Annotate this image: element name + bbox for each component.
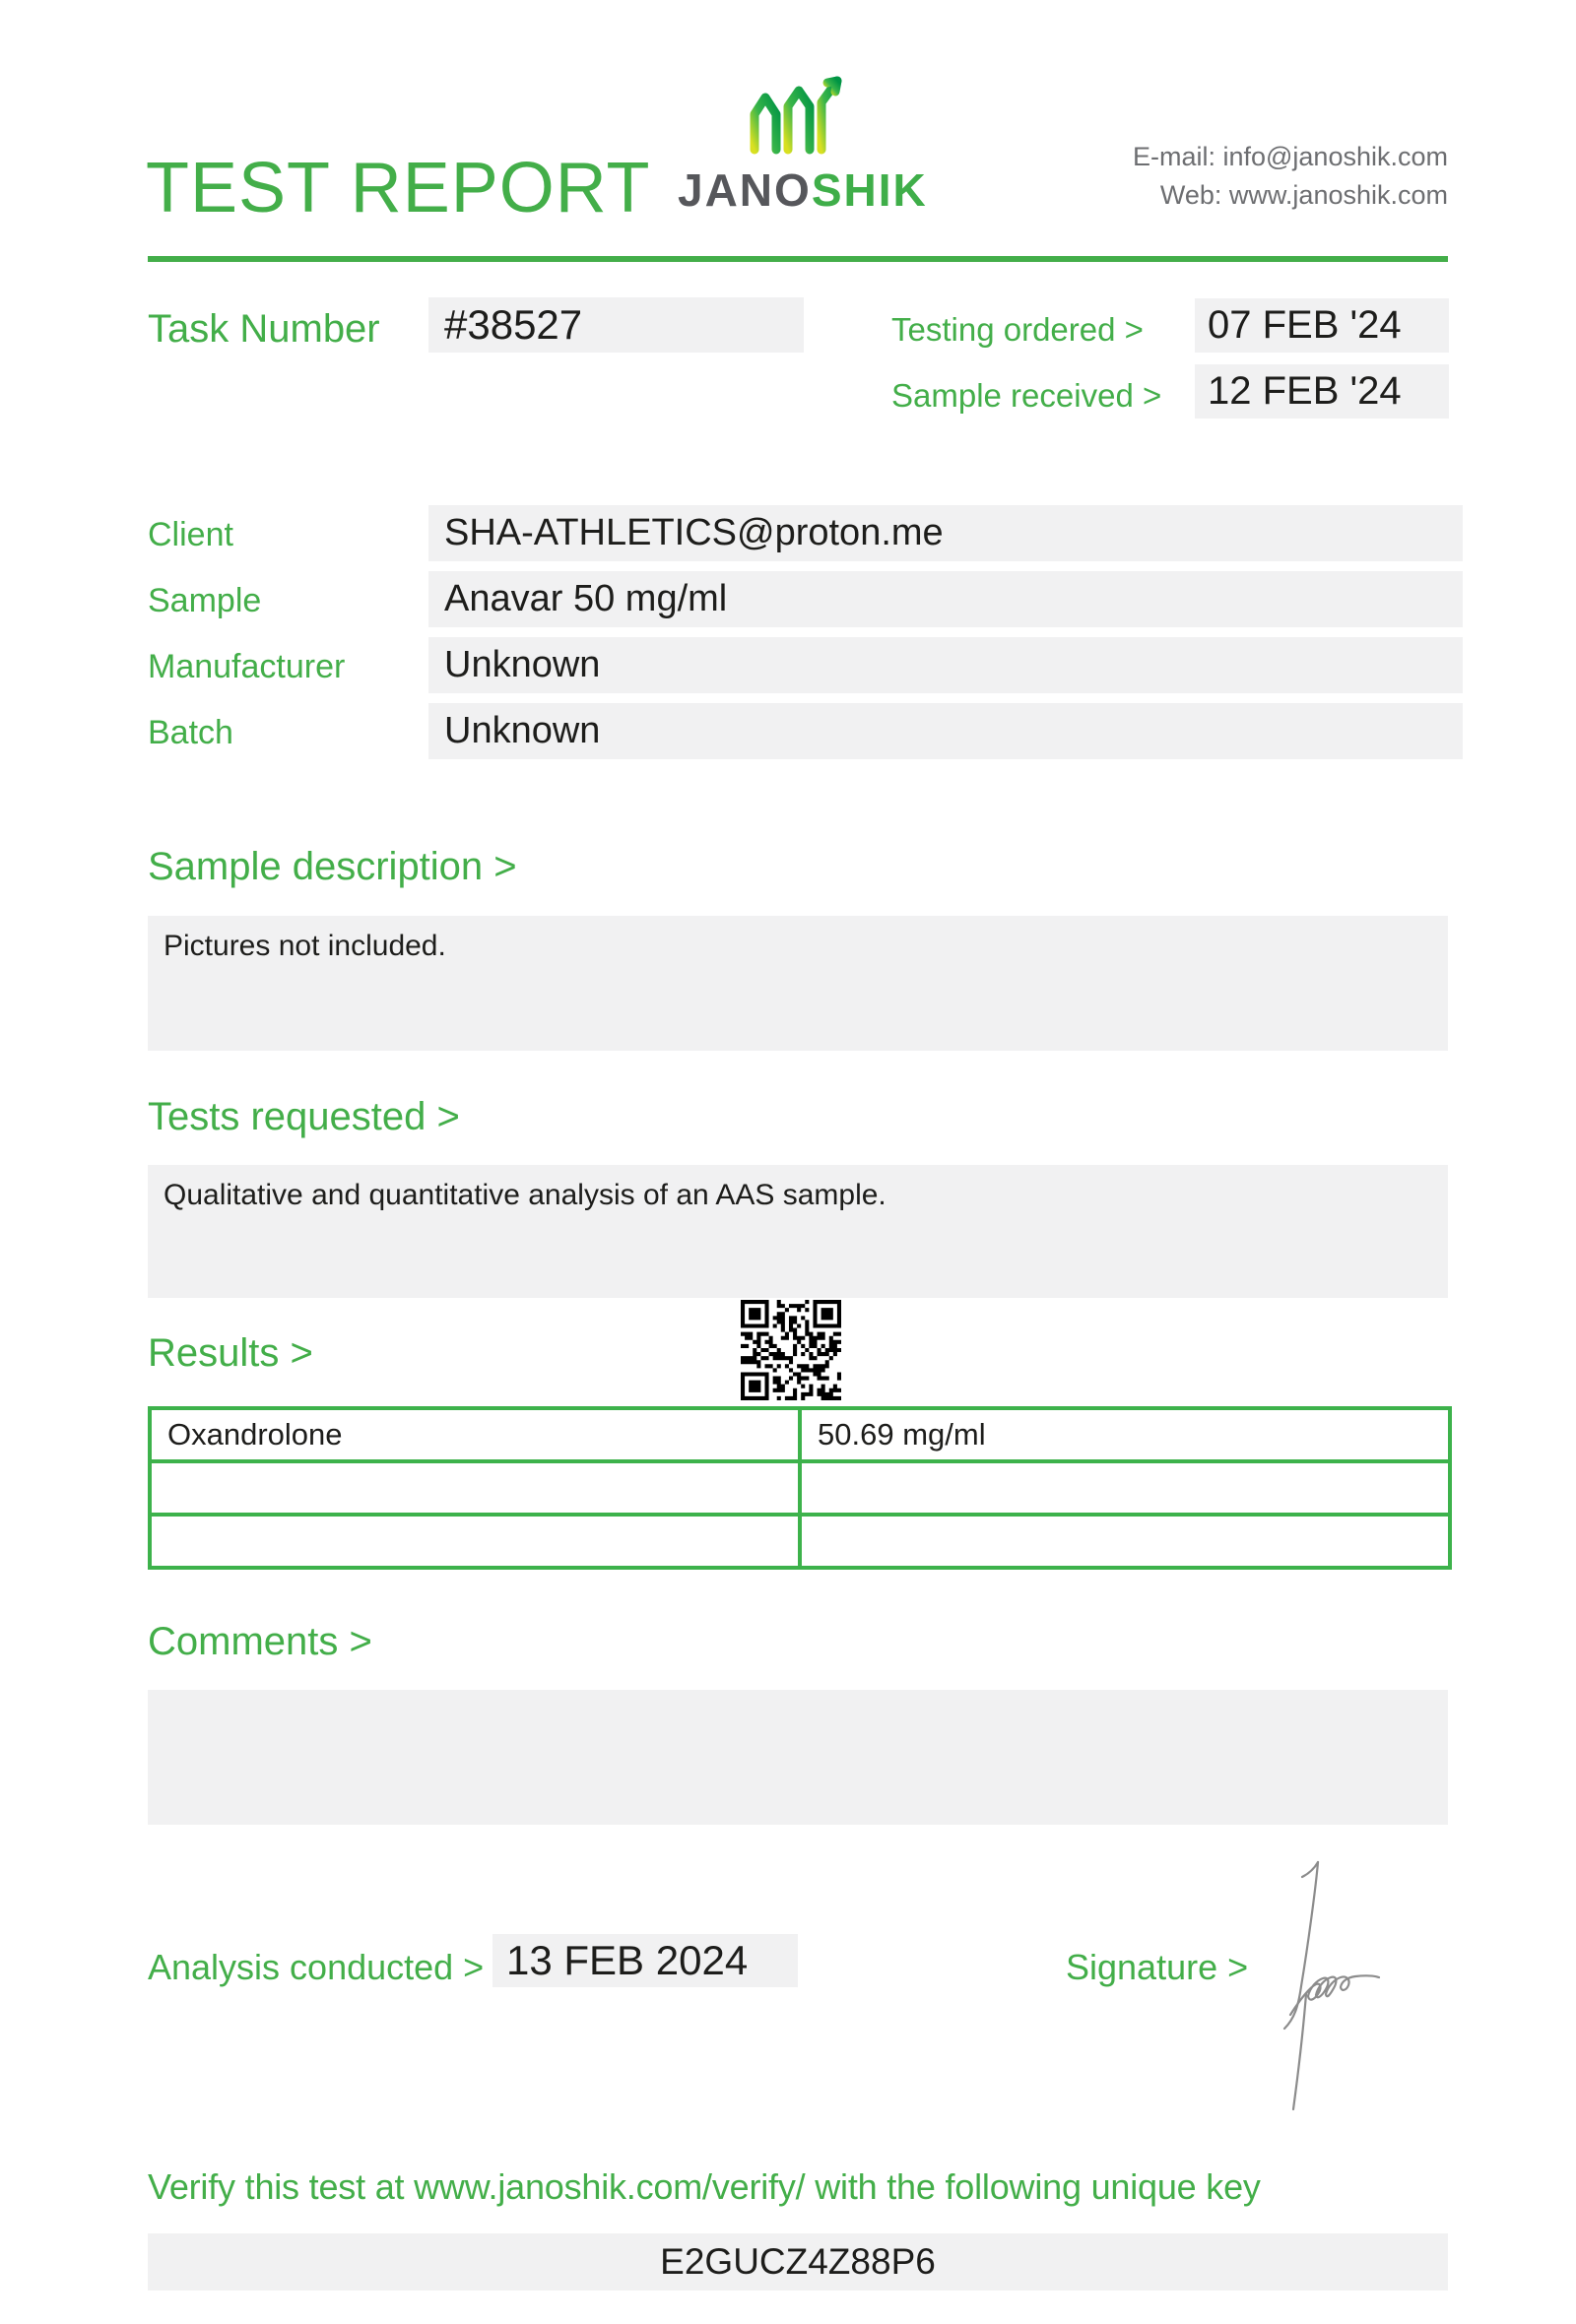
- result-cell-amount: 50.69 mg/ml: [800, 1408, 1450, 1461]
- verify-text: Verify this test at www.janoshik.com/verify/ with the following unique key: [148, 2166, 1261, 2207]
- verify-key: E2GUCZ4Z88P6: [660, 2241, 936, 2282]
- sample-received-value: 12 FEB '24: [1195, 364, 1449, 419]
- task-number-value: #38527: [428, 297, 804, 353]
- task-number-label: Task Number: [148, 307, 380, 351]
- email-line: E-mail: info@janoshik.com: [1132, 142, 1448, 171]
- result-cell-empty: [800, 1461, 1450, 1515]
- comments-heading: Comments >: [148, 1620, 372, 1663]
- info-value-batch: Unknown: [428, 703, 1463, 759]
- info-value-manufacturer: Unknown: [428, 637, 1463, 693]
- testing-ordered-label: Testing ordered >: [891, 311, 1144, 348]
- result-cell-empty: [150, 1461, 800, 1515]
- comments-box: [148, 1690, 1448, 1825]
- web-line: Web: www.janoshik.com: [1159, 180, 1448, 210]
- info-label-manufacturer: Manufacturer: [148, 648, 346, 685]
- info-label-batch: Batch: [148, 714, 233, 751]
- tests-requested-box: [148, 1165, 1448, 1298]
- sample-description-heading: Sample description >: [148, 845, 517, 888]
- info-label-sample: Sample: [148, 582, 262, 619]
- results-table: [148, 1406, 1452, 1570]
- contact-block: [1133, 138, 1448, 215]
- logo-text-jano: JANO: [678, 164, 812, 216]
- sample-description-text: Pictures not included.: [164, 930, 446, 962]
- verify-key-box: [148, 2233, 1448, 2291]
- table-row: [150, 1515, 1450, 1568]
- info-value-client: SHA-ATHLETICS@proton.me: [428, 505, 1463, 561]
- tests-requested-heading: Tests requested >: [148, 1095, 460, 1138]
- page-title: TEST REPORT: [146, 149, 651, 227]
- results-heading: Results >: [148, 1331, 313, 1375]
- signature-label: Signature >: [1066, 1947, 1249, 1987]
- analysis-date-value: 13 FEB 2024: [492, 1934, 798, 1987]
- sample-received-label: Sample received >: [891, 377, 1162, 414]
- analysis-conducted-label: Analysis conducted >: [148, 1947, 485, 1987]
- info-label-client: Client: [148, 516, 233, 553]
- table-row: [150, 1461, 1450, 1515]
- result-cell-substance: Oxandrolone: [150, 1408, 800, 1461]
- table-row: [150, 1408, 1450, 1461]
- janoshik-logo-icon: [741, 71, 849, 161]
- result-cell-empty: [150, 1515, 800, 1568]
- header-rule: [148, 256, 1448, 262]
- sample-description-box: [148, 916, 1448, 1051]
- logo-text-shik: SHIK: [811, 164, 928, 216]
- logo-wordmark: [678, 163, 928, 217]
- qr-code: [741, 1300, 841, 1400]
- info-value-sample: Anavar 50 mg/ml: [428, 571, 1463, 627]
- signature-image: [1251, 1841, 1487, 2122]
- result-cell-empty: [800, 1515, 1450, 1568]
- testing-ordered-value: 07 FEB '24: [1195, 298, 1449, 353]
- tests-requested-text: Qualitative and quantitative analysis of an AAS sample.: [164, 1179, 886, 1211]
